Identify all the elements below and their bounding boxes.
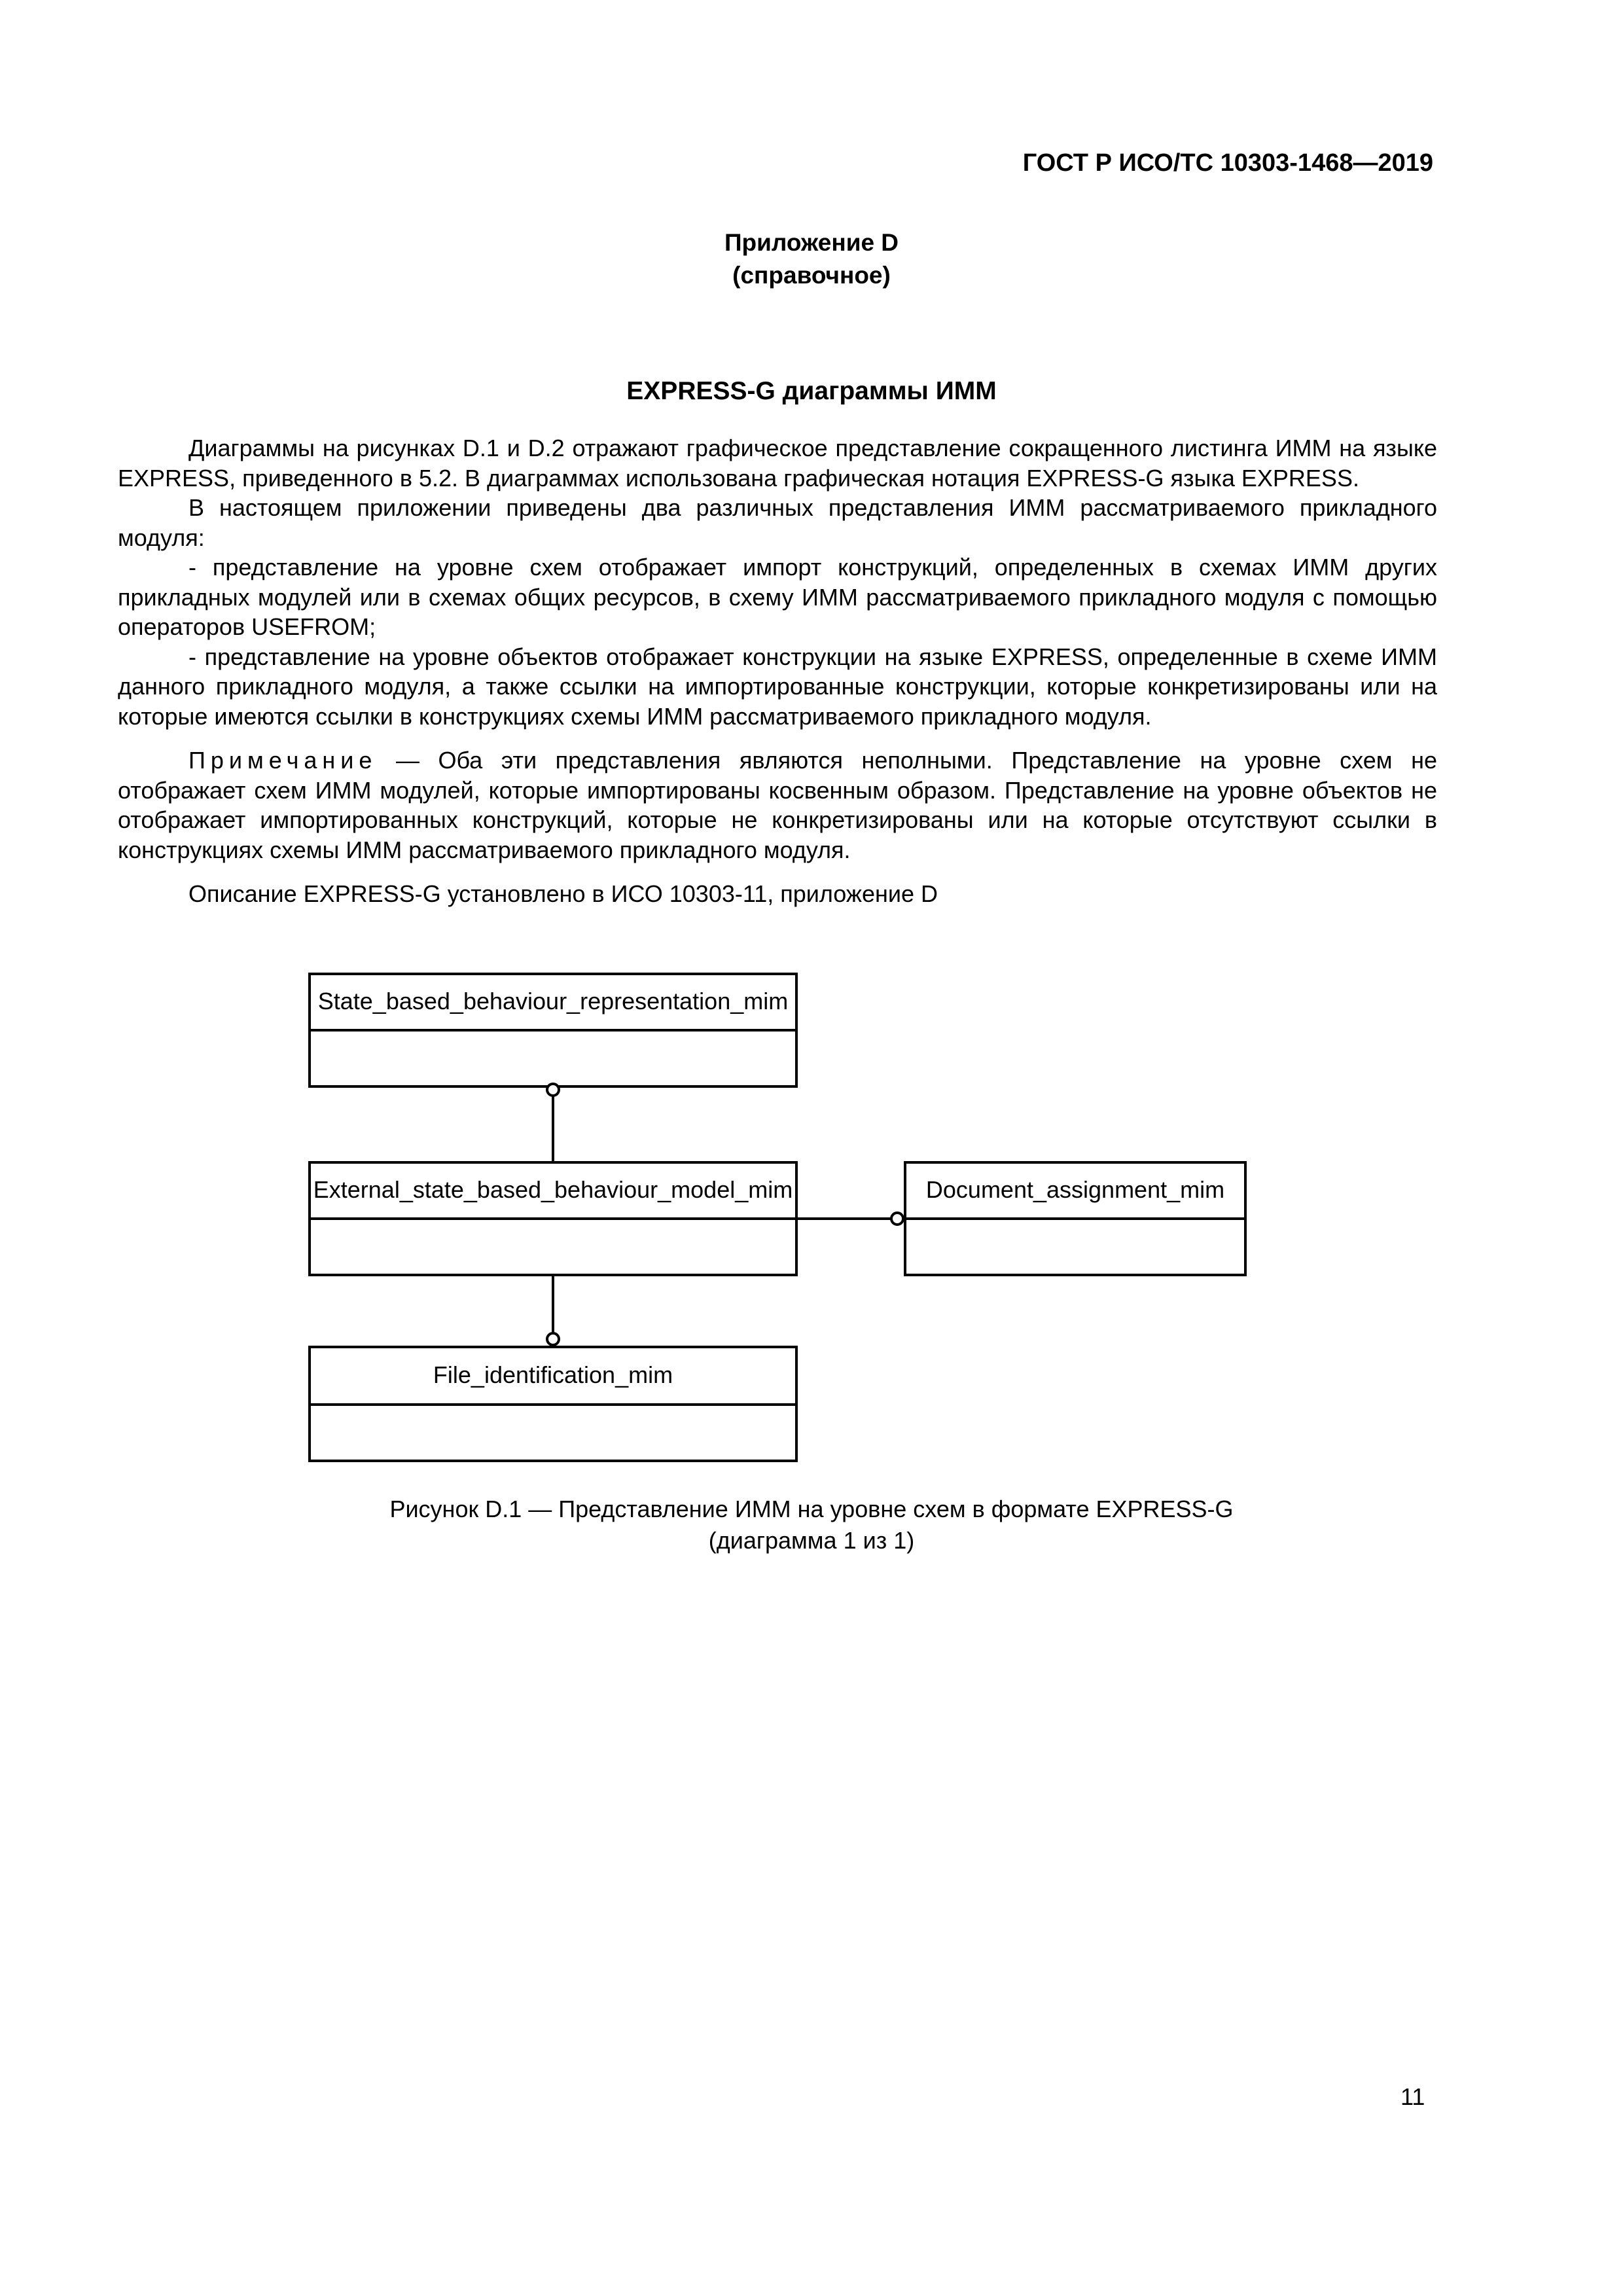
figure-caption-title: Рисунок D.1 — Представление ИММ на уровне схем в формате EXPRESS-G (389, 1496, 1234, 1522)
annex-status: (справочное) (732, 262, 891, 289)
schema-label-document-assignment: Document_assignment_mim (925, 1176, 1225, 1203)
section-heading: EXPRESS-G диаграммы ИММ (626, 377, 997, 405)
note-text: — Оба эти представления являются неполными. Представление на уровне схем не отображает схем ИММ модулей, которые импортированы косвенным образом. Представление на уровне объектов не отображает импортированных конструкций, которые не конкретизированы или на которые отсутствуют ссылки в конструкциях схемы ИММ рассматриваемого прикладного модуля. (118, 747, 1437, 863)
paragraph-object-level: - представление на уровне объектов отображает конструкции на языке EXPRESS, определенные в схеме ИММ данного прикладного модуля, а также ссылки на импортированные конструкции, которые конкретизированы или на которые имеются ссылки в конструкциях схемы ИММ рассматриваемого прикладного модуля. (118, 643, 1437, 730)
figure-caption (0, 1494, 1623, 1556)
paragraph-schema-level: - представление на уровне схем отображает импорт конструкций, определенных в схемах ИММ других прикладных модулей или в схемах общих ресурсов, в схему ИММ рассматриваемого прикладного модуля с помощью операторов USEFROM; (118, 554, 1437, 640)
page-number: 11 (1400, 2083, 1425, 2110)
note-label: Примечание (188, 747, 378, 774)
figure-caption-subtitle: (диаграмма 1 из 1) (708, 1527, 915, 1554)
link-end-circle-icon (547, 1084, 559, 1096)
schema-label-state-based-behaviour-representation: State_based_behaviour_representation_mim (317, 988, 789, 1014)
paragraph-intro: Диаграммы на рисунках D.1 и D.2 отражают графическое представление сокращенного листинга ИММ на языке EXPRESS, приведенного в 5.2. В диаграммах использована графическая нотация EXPRESS-G языка EXPRESS. (118, 435, 1437, 492)
schema-label-file-identification: File_identification_mim (433, 1361, 673, 1388)
schema-label-external-state-based-behaviour-model: External_state_based_behaviour_model_mim (313, 1176, 793, 1203)
reference-paragraph: Описание EXPRESS-G установлено в ИСО 10303-11, приложение D (188, 880, 938, 907)
annex-label: Приложение D (724, 229, 899, 256)
paragraph-representations: В настоящем приложении приведены два различных представления ИММ рассматриваемого прикладного модуля: (118, 494, 1437, 551)
link-end-circle-icon (891, 1213, 903, 1225)
document-id: ГОСТ Р ИСО/ТС 10303-1468—2019 (1022, 149, 1433, 177)
link-end-circle-icon (547, 1333, 559, 1345)
